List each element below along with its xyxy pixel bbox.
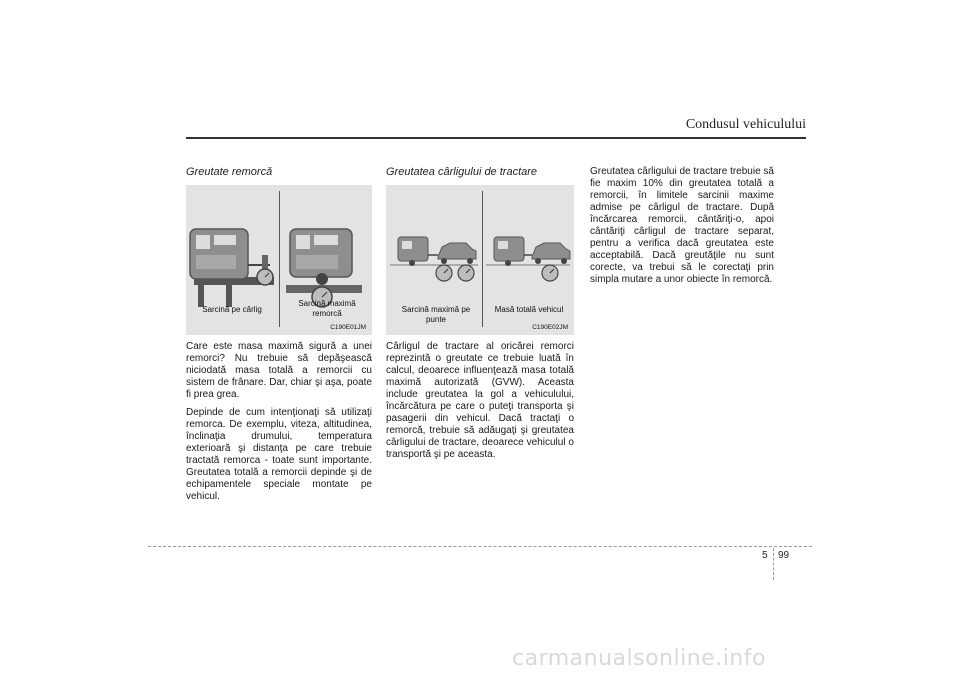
footer-dashed-rule — [148, 546, 812, 547]
header-rule — [186, 137, 806, 139]
page-number: 99 — [778, 550, 790, 561]
heading-trailer-weight: Greutate remorcă — [186, 166, 273, 178]
figure-label-gross-vehicle-weight: Masă totală vehicul — [494, 305, 564, 314]
paragraph: Care este masa maximă sigură a unei remorci? Nu trebuie să depăşească niciodată masa totală a remorcii cu sistem de frânare. Dar, chiar şi aşa, poate fi prea grea. — [186, 341, 372, 400]
footer-dashed-divider — [773, 548, 774, 580]
chapter-number: 5 — [762, 550, 768, 561]
figure-code: C190E02JM — [532, 324, 568, 331]
paragraph: Greutatea cârligului de tractare trebuie să fie maxim 10% din greutatea totală a remorcii, în limitele sarcinii maxime admise pe cârligul de tractare. După încărcarea remorcii, cântăriţi-o, apoi cântăriţi cârligul de tractare separat, pentru a verifica dacă greutatea este acceptabilă. Dacă greutăţile nu sunt corecte, va trebui să le corectaţi prin simpla mutare a unor obiecte în remorcă. — [590, 166, 774, 285]
figure-label-max-trailer-load: Sarcină maximă remorcă — [298, 299, 356, 318]
figure-label-max-axle-load: Sarcină maximă pe punte — [401, 305, 471, 324]
watermark: carmanualsonline.info — [512, 646, 766, 671]
body-col3 — [590, 166, 774, 292]
body-col2 — [386, 341, 574, 467]
figure-trailer-weight — [186, 185, 372, 335]
paragraph: Cârligul de tractare al oricărei remorci reprezintă o greutate ce trebuie luată în calcul, deoarece influenţează masa totală maximă autorizată (GVW). Aceasta include greutatea la gol a vehiculului, încărcătura pe care o puteţi transporta şi pasagerii din vehicul. Dacă tractaţi o remorcă, trebuie să adăugaţi şi greutatea cârligului de tractare, deoarece vehiculul o transportă şi pe aceasta. — [386, 341, 574, 460]
header-title: Condusul vehiculului — [685, 117, 806, 132]
paragraph: Depinde de cum intenţionaţi să utilizaţi remorca. De exemplu, viteza, altitudinea, înclinaţia drumului, temperatura exterioară şi distanţa pe care trebuie tractată remorca - toate sunt importante. Greutatea totală a remorcii depinde şi de echipamentele speciale montate pe vehicul. — [186, 407, 372, 502]
body-col1 — [186, 341, 372, 509]
figure-code: C190E01JM — [330, 324, 366, 331]
figure-tongue-weight — [386, 185, 574, 335]
heading-tongue-weight: Greutatea cârligului de tractare — [386, 166, 538, 178]
figure-label-hitch-load: Sarcină pe cârlig — [202, 305, 262, 314]
